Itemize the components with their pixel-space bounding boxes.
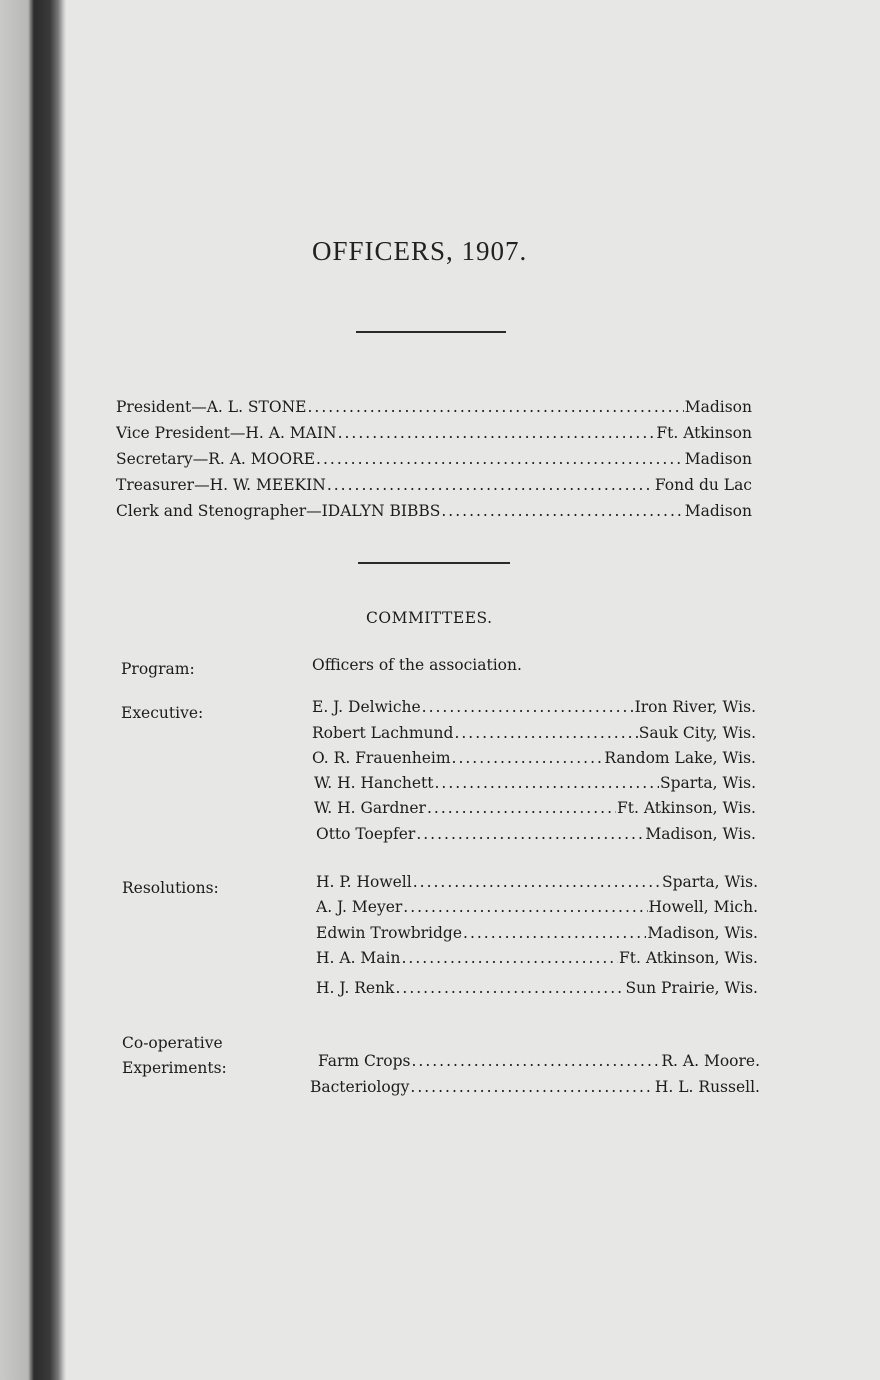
officer-label: President—A. L. STONE [116,398,307,416]
member-name: H. A. Main [316,949,401,967]
title-rule [356,331,506,333]
officer-label: Vice President—H. A. MAIN [116,424,337,442]
member-name: E. J. Delwiche [312,698,421,716]
committee-member-row [316,979,758,997]
member-name: A. J. Meyer [316,898,403,916]
committee-member-row [312,698,756,716]
officer-location: Madison [684,450,752,468]
book-spine-shadow [0,0,66,1380]
member-name: H. J. Renk [316,979,395,997]
member-place: Sparta, Wis. [661,873,758,891]
member-place: Sparta, Wis. [659,774,756,792]
officer-location: Fond du Lac [654,476,752,494]
member-place: Iron River, Wis. [634,698,756,716]
member-name: W. H. Gardner [314,799,426,817]
member-name: Robert Lachmund [312,724,454,742]
committee-member-row [316,898,758,916]
program-label: Program: [121,660,195,678]
committees-heading: COMMITTEES. [366,609,493,627]
member-name: Edwin Trowbridge [316,924,463,942]
officer-row [116,476,752,494]
member-place: Howell, Mich. [648,898,758,916]
committee-member-row [314,799,756,817]
officer-row [116,450,752,468]
cooperative-label-line2: Experiments: [122,1059,227,1077]
committee-member-row [312,749,756,767]
committee-member-row [316,949,758,967]
officer-location: Ft. Atkinson [656,424,752,442]
member-place: H. L. Russell. [654,1078,760,1096]
member-name: Otto Toepfer [316,825,416,843]
officer-row [116,398,752,416]
member-place: Sauk City, Wis. [638,724,756,742]
committee-member-row [312,724,756,742]
officer-row [116,424,752,442]
officer-location: Madison [684,398,752,416]
page-title: OFFICERS, 1907. [312,236,528,266]
section-rule [358,562,510,564]
officer-label: Clerk and Stenographer—IDALYN BIBBS [116,502,441,520]
resolutions-label: Resolutions: [122,879,219,897]
officer-location: Madison [684,502,752,520]
member-name: H. P. Howell [316,873,412,891]
member-place: Random Lake, Wis. [604,749,756,767]
executive-label: Executive: [121,704,204,722]
officer-row [116,502,752,520]
committee-member-row [318,1052,760,1070]
member-place: Madison, Wis. [647,924,758,942]
member-place: Sun Prairie, Wis. [625,979,758,997]
committee-member-row [316,825,756,843]
cooperative-label-line1: Co-operative [122,1034,223,1052]
committee-member-row [316,924,758,942]
committee-member-row [316,873,758,891]
member-place: Madison, Wis. [645,825,756,843]
member-place: R. A. Moore. [661,1052,760,1070]
cooperative-label [122,1031,227,1081]
member-name: O. R. Frauenheim [312,749,451,767]
program-text: Officers of the association. [312,656,522,674]
committee-member-row [314,774,756,792]
member-place: Ft. Atkinson, Wis. [617,799,756,817]
member-name: Bacteriology [310,1078,410,1096]
committee-member-row [310,1078,760,1096]
member-name: W. H. Hanchett [314,774,434,792]
member-place: Ft. Atkinson, Wis. [619,949,758,967]
officer-label: Treasurer—H. W. MEEKIN [116,476,326,494]
officer-label: Secretary—R. A. MOORE [116,450,316,468]
member-name: Farm Crops [318,1052,411,1070]
